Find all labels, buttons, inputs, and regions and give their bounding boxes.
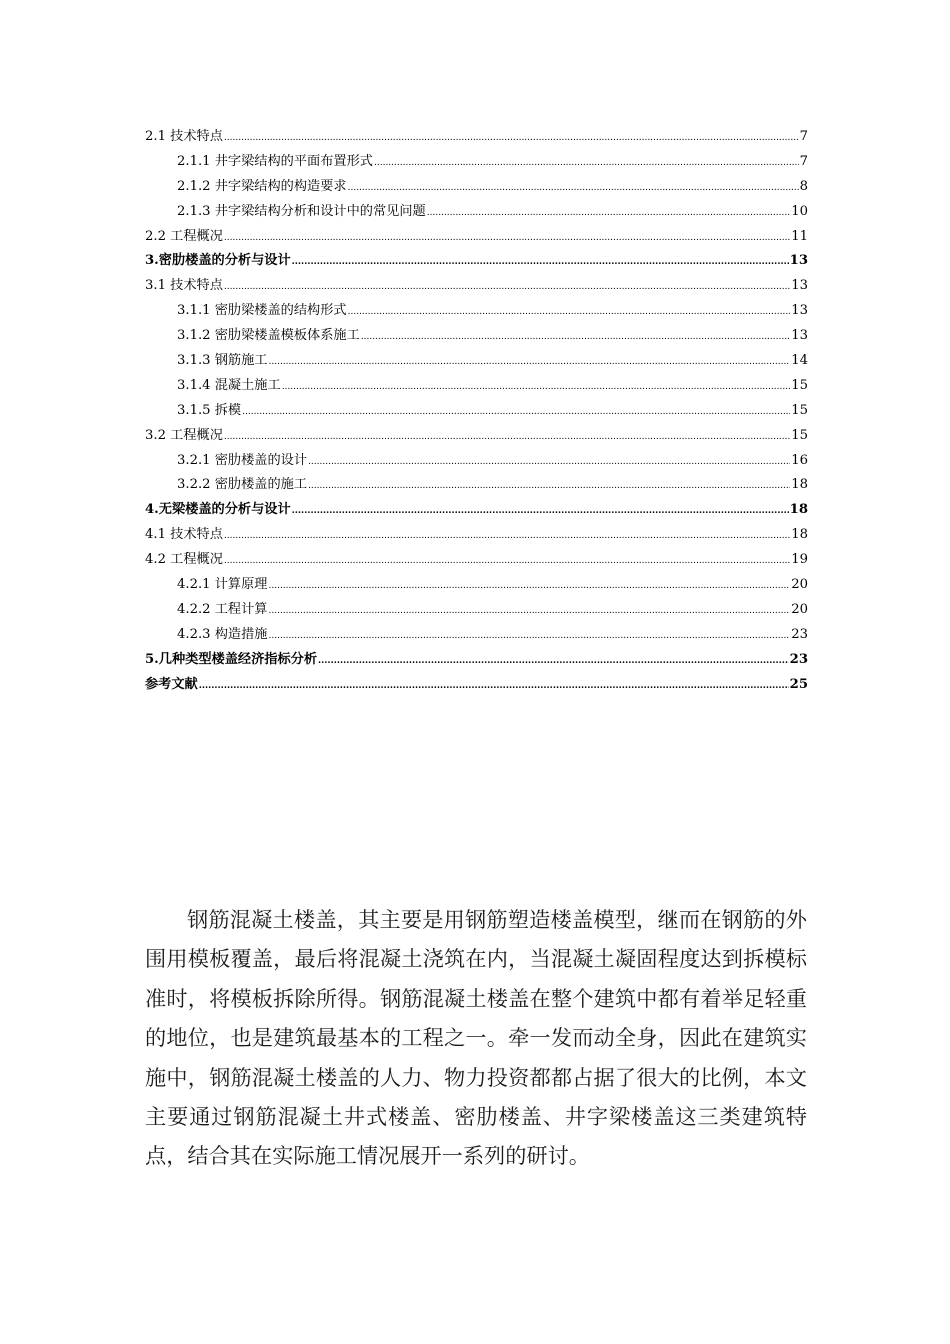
- toc-entry[interactable]: [145, 299, 808, 324]
- toc-entry-title: 4.2 工程概况: [145, 552, 223, 568]
- toc-entry-page: 13: [791, 278, 808, 294]
- toc-dot-leader: [224, 523, 790, 549]
- toc-entry-title: 2.1.3 井字梁结构分析和设计中的常见问题: [177, 203, 426, 219]
- toc-dot-leader: [269, 598, 791, 624]
- toc-entry-title: 4.2.3 构造措施: [177, 626, 268, 642]
- toc-entry-page: 7: [799, 153, 808, 169]
- toc-entry[interactable]: [145, 374, 808, 399]
- toc-entry-page: 23: [789, 651, 808, 667]
- toc-dot-leader: [348, 175, 799, 201]
- toc-entry[interactable]: [145, 548, 808, 573]
- toc-entry[interactable]: [145, 598, 808, 623]
- toc-entry[interactable]: [145, 648, 808, 673]
- toc-entry-title: 5.几种类型楼盖经济指标分析: [145, 651, 318, 667]
- toc-entry[interactable]: [145, 498, 808, 523]
- toc-dot-leader: [361, 324, 790, 350]
- toc-entry-title: 3.密肋楼盖的分析与设计: [145, 253, 291, 269]
- toc-entry[interactable]: [145, 349, 808, 374]
- toc-entry-page: 7: [799, 129, 808, 144]
- toc-entry-title: 3.2.2 密肋楼盖的施工: [177, 477, 308, 493]
- toc-entry[interactable]: [145, 673, 808, 698]
- toc-dot-leader: [348, 299, 791, 325]
- toc-entry-title: 3.1.5 拆模: [177, 402, 242, 418]
- toc-entry-page: 10: [791, 203, 808, 219]
- toc-dot-leader: [224, 424, 790, 450]
- toc-entry-title: 参考文献: [145, 676, 198, 692]
- toc-entry-page: 14: [791, 353, 808, 369]
- toc-dot-leader: [224, 125, 799, 151]
- toc-entry-page: 15: [791, 377, 808, 393]
- body-paragraph: 钢筋混凝土楼盖，其主要是用钢筋塑造楼盖模型，继而在钢筋的外围用模板覆盖，最后将混凝土浇筑在内，当混凝土凝固程度达到拆模标准时，将模板拆除所得。钢筋混凝土楼盖在整个建筑中都有着举足轻重的地位，也是建筑最基本的工程之一。牵一发而动全身，因此在建筑实施中，钢筋混凝土楼盖的人力、物力投资都都占据了很大的比例，本文主要通过钢筋混凝土井式楼盖、密肋楼盖、井字梁楼盖这三类建筑特点，结合其在实际施工情况展开一系列的研讨。: [145, 907, 807, 1169]
- toc-entry-page: 8: [799, 178, 808, 194]
- toc-entry-title: 2.1 技术特点: [145, 129, 223, 144]
- toc-entry-title: 2.1.1 井字梁结构的平面布置形式: [177, 153, 373, 169]
- toc-entry-page: 13: [791, 303, 808, 319]
- toc-dot-leader: [242, 399, 790, 425]
- toc-entry-page: 16: [791, 452, 808, 468]
- toc-entry-title: 4.无梁楼盖的分析与设计: [145, 502, 291, 518]
- toc-entry-title: 3.1.3 钢筋施工: [177, 353, 268, 369]
- toc-entry[interactable]: [145, 125, 808, 150]
- toc-entry-page: 13: [789, 253, 808, 269]
- toc-entry[interactable]: [145, 623, 808, 648]
- toc-entry-title: 3.2.1 密肋楼盖的设计: [177, 452, 308, 468]
- toc-dot-leader: [427, 200, 790, 226]
- toc-entry[interactable]: [145, 150, 808, 175]
- toc-entry[interactable]: [145, 175, 808, 200]
- toc-entry-title: 2.2 工程概况: [145, 228, 223, 244]
- toc-entry[interactable]: [145, 523, 808, 548]
- toc-entry-title: 4.1 技术特点: [145, 527, 223, 543]
- toc-dot-leader: [224, 274, 790, 300]
- toc-dot-leader: [308, 449, 790, 475]
- toc-entry-page: 18: [789, 502, 808, 518]
- toc-entry[interactable]: [145, 424, 808, 449]
- toc-entry-title: 3.1.2 密肋梁楼盖模板体系施工: [177, 328, 360, 344]
- toc-entry-page: 11: [791, 228, 808, 244]
- toc-entry[interactable]: [145, 225, 808, 250]
- toc-entry-page: 19: [791, 552, 808, 568]
- toc-dot-leader: [269, 623, 791, 649]
- toc-entry-page: 20: [791, 601, 808, 617]
- toc-entry[interactable]: [145, 200, 808, 225]
- toc-entry-title: 4.2.2 工程计算: [177, 601, 268, 617]
- toc-dot-leader: [374, 150, 799, 176]
- toc-entry-page: 18: [791, 477, 808, 493]
- toc-entry[interactable]: [145, 249, 808, 274]
- toc-entry[interactable]: [145, 473, 808, 498]
- toc-entry-title: 3.1.1 密肋梁楼盖的结构形式: [177, 303, 347, 319]
- toc-entry-page: 25: [789, 676, 808, 692]
- toc-entry-page: 23: [791, 626, 808, 642]
- toc-entry[interactable]: [145, 399, 808, 424]
- toc-entry-page: 20: [791, 577, 808, 593]
- toc-entry-page: 18: [791, 527, 808, 543]
- toc-entry-title: 4.2.1 计算原理: [177, 577, 268, 593]
- toc-dot-leader: [318, 648, 789, 674]
- toc-dot-leader: [282, 374, 791, 400]
- table-of-contents: [145, 125, 808, 697]
- toc-entry-page: 13: [791, 328, 808, 344]
- toc-dot-leader: [269, 349, 791, 375]
- toc-entry-title: 2.1.2 井字梁结构的构造要求: [177, 178, 347, 194]
- toc-dot-leader: [308, 473, 790, 499]
- toc-entry-title: 3.2 工程概况: [145, 427, 223, 443]
- toc-dot-leader: [292, 498, 789, 524]
- toc-dot-leader: [224, 225, 790, 251]
- toc-entry-title: 3.1.4 混凝土施工: [177, 377, 281, 393]
- toc-entry-title: 3.1 技术特点: [145, 278, 223, 294]
- toc-entry-page: 15: [791, 427, 808, 443]
- toc-entry-page: 15: [791, 402, 808, 418]
- toc-dot-leader: [224, 548, 790, 574]
- toc-dot-leader: [199, 673, 789, 699]
- toc-dot-leader: [269, 573, 791, 599]
- toc-entry[interactable]: [145, 449, 808, 474]
- toc-entry[interactable]: [145, 274, 808, 299]
- toc-entry[interactable]: [145, 324, 808, 349]
- toc-entry[interactable]: [145, 573, 808, 598]
- toc-dot-leader: [292, 249, 789, 275]
